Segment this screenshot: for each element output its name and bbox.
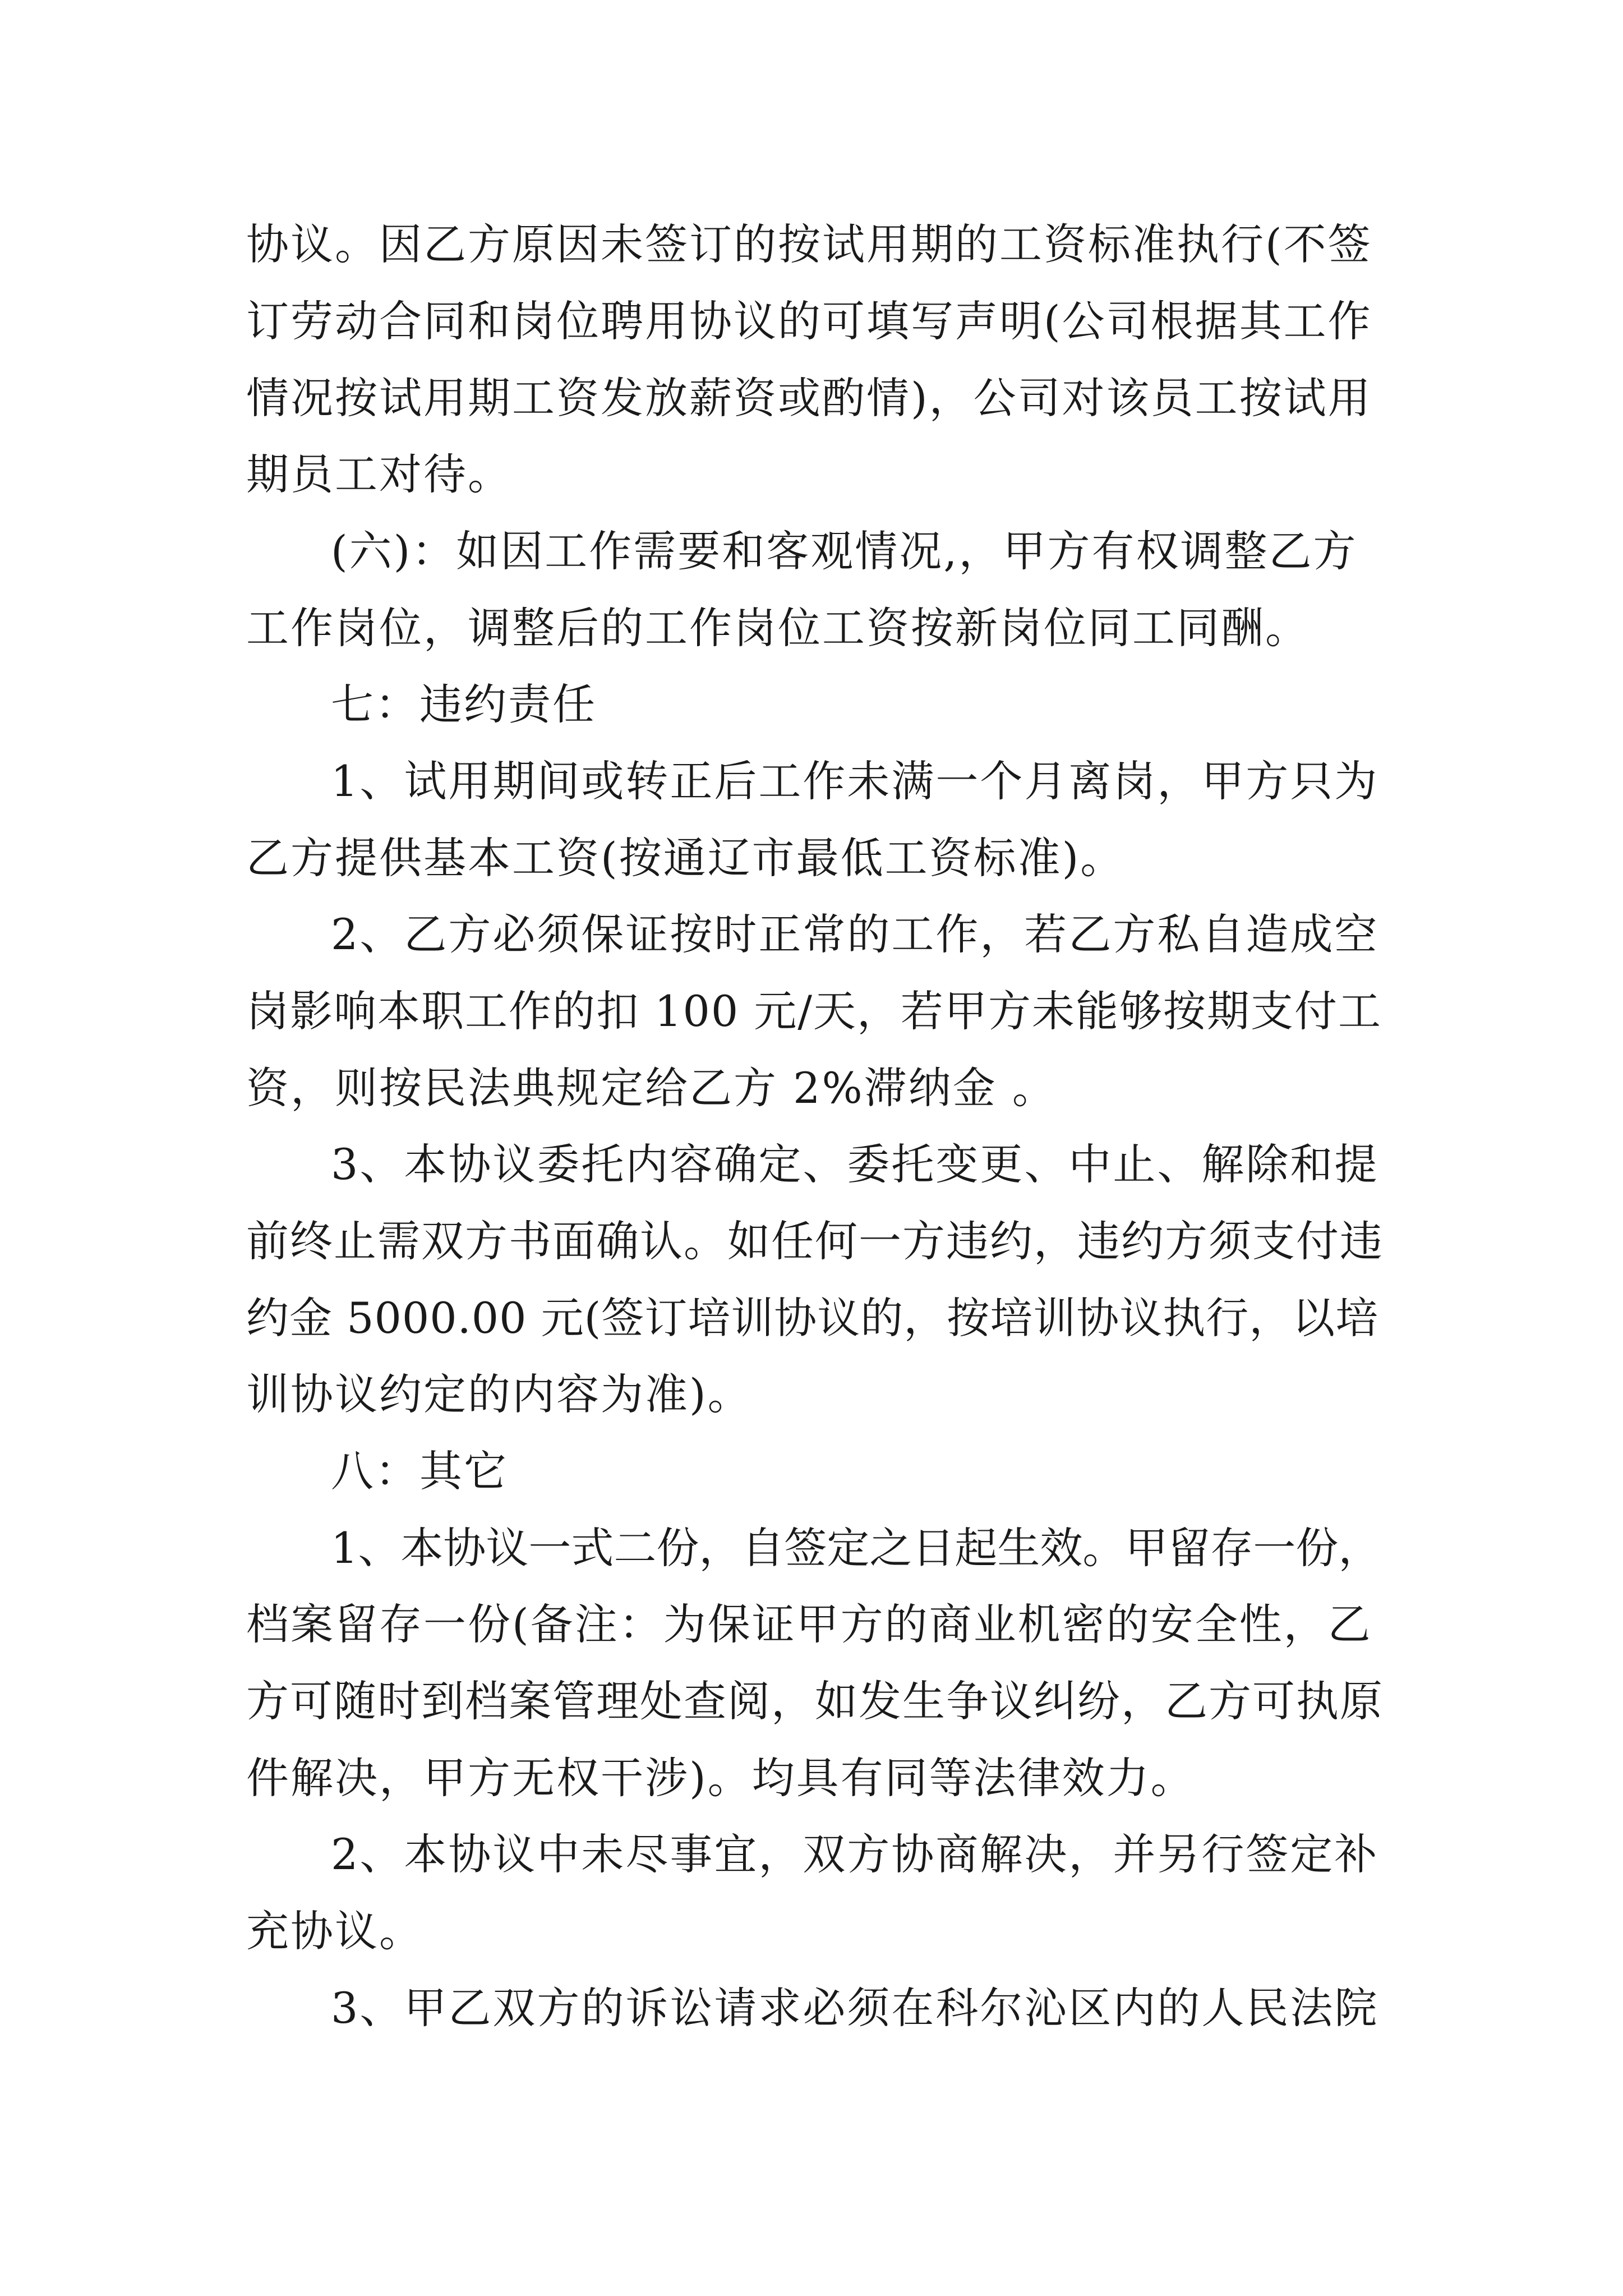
text-line: 训协议约定的内容为准)。 [246, 1369, 752, 1419]
text-line: 1、试用期间或转正后工作未满一个月离岗，甲方只为 [331, 756, 1379, 806]
text-line: 3、甲乙双方的诉讼请求必须在科尔沁区内的人民法院 [331, 1983, 1379, 2033]
text-line: 约金 5000.00 元(签订培训协议的，按培训协议执行，以培 [246, 1293, 1379, 1343]
text-line: 3、本协议委托内容确定、委托变更、中止、解除和提 [331, 1139, 1379, 1189]
text-line: 乙方提供基本工资(按通辽市最低工资标准)。 [246, 833, 1125, 883]
text-line: 协议。因乙方原因未签订的按试用期的工资标准执行(不签 [246, 219, 1372, 269]
text-line: 2、本协议中未尽事宜，双方协商解决，并另行签定补 [331, 1829, 1379, 1879]
text-line: 档案留存一份(备注：为保证甲方的商业机密的安全性，乙 [246, 1599, 1372, 1649]
text-line: 资，则按民法典规定给乙方 2%滞纳金 。 [246, 1063, 1057, 1113]
text-line: 前终止需双方书面确认。如任何一方违约，违约方须支付违 [246, 1216, 1384, 1266]
text-line: 期员工对待。 [246, 449, 512, 499]
text-line: 岗影响本职工作的扣 100 元/天，若甲方未能够按期支付工 [246, 986, 1382, 1036]
text-line: 工作岗位，调整后的工作岗位工资按新岗位同工同酬。 [246, 603, 1310, 653]
text-line: 1、本协议一式二份，自签定之日起生效。甲留存一份， [331, 1523, 1381, 1573]
text-line: 订劳动合同和岗位聘用协议的可填写声明(公司根据其工作 [246, 296, 1372, 346]
section-heading: 七：违约责任 [331, 679, 597, 729]
text-line: 充协议。 [246, 1906, 423, 1956]
section-heading: 八：其它 [331, 1446, 508, 1496]
text-line: 2、乙方必须保证按时正常的工作，若乙方私自造成空 [331, 909, 1379, 959]
text-line: 方可随时到档案管理处查阅，如发生争议纠纷，乙方可执原 [246, 1676, 1384, 1726]
text-line: (六)：如因工作需要和客观情况,，甲方有权调整乙方 [331, 526, 1358, 576]
text-line: 件解决，甲方无权干涉)。均具有同等法律效力。 [246, 1753, 1195, 1803]
text-line: 情况按试用期工资发放薪资或酌情)，公司对该员工按试用 [246, 373, 1372, 423]
